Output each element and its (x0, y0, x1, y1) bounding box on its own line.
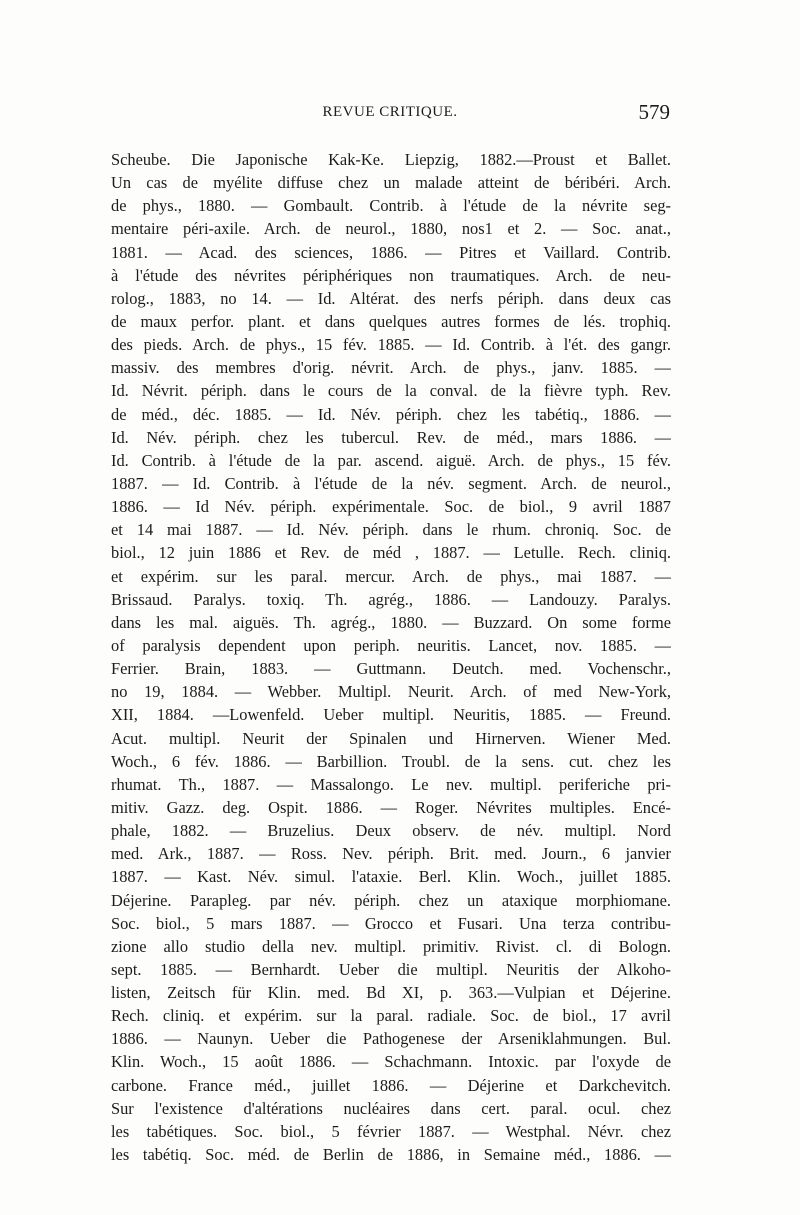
text-line: de maux perfor. plant. et dans quelques autres formes de lés. trophiq. (111, 311, 671, 331)
text-line: XII, 1884. —Lowenfeld. Ueber multipl. Neuritis, 1885. — Freund. (111, 705, 671, 725)
text-line: et 14 mai 1887. — Id. Név. périph. dans le rhum. chroniq. Soc. de (111, 520, 671, 540)
text-line: Scheube. Die Japonische Kak-Ke. Liepzig, 1882.—Proust et Ballet. (111, 150, 671, 169)
text-line: Id. Névrit. périph. dans le cours de la conval. de la fièvre typh. Rev. (111, 381, 671, 401)
text-line: Soc. biol., 5 mars 1887. — Grocco et Fusari. Una terza contribu- (111, 913, 671, 933)
text-line: of paralysis dependent upon periph. neuritis. Lancet, nov. 1885. — (111, 635, 671, 655)
body-text (111, 148, 671, 1166)
text-line: dans les mal. aiguës. Th. agrég., 1880. — Buzzard. On some forme (111, 612, 671, 632)
text-line: rolog., 1883, no 14. — Id. Altérat. des nerfs périph. dans deux cas (111, 288, 671, 308)
text-line: Acut. multipl. Neurit der Spinalen und Hirnerven. Wiener Med. (111, 728, 671, 748)
text-line: Sur l'existence d'altérations nucléaires dans cert. paral. ocul. chez (111, 1098, 671, 1118)
text-line: Id. Contrib. à l'étude de la par. ascend. aiguë. Arch. de phys., 15 fév. (111, 450, 671, 470)
text-line: mentaire péri-axile. Arch. de neurol., 1880, nos1 et 2. — Soc. anat., (111, 219, 671, 239)
text-line: les tabétiq. Soc. méd. de Berlin de 1886, in Semaine méd., 1886. — (111, 1145, 671, 1165)
text-line: Id. Név. périph. chez les tubercul. Rev. de méd., mars 1886. — (111, 427, 671, 447)
text-line: 1887. — Kast. Név. simul. l'ataxie. Berl. Klin. Woch., juillet 1885. (111, 867, 671, 887)
text-line: sept. 1885. — Bernhardt. Ueber die multipl. Neuritis der Alkoho- (111, 959, 671, 979)
text-line: 1881. — Acad. des sciences, 1886. — Pitres et Vaillard. Contrib. (111, 242, 671, 262)
text-line: de phys., 1880. — Gombault. Contrib. à l'étude de la névrite seg- (111, 196, 671, 216)
text-line: Déjerine. Parapleg. par név. périph. chez un ataxique morphiomane. (111, 890, 671, 910)
text-line: Un cas de myélite diffuse chez un malade atteint de béribéri. Arch. (111, 173, 671, 193)
text-line: no 19, 1884. — Webber. Multipl. Neurit. Arch. of med New-York, (111, 682, 671, 702)
text-line: Klin. Woch., 15 août 1886. — Schachmann. Intoxic. par l'oxyde de (111, 1052, 671, 1072)
text-line: biol., 12 juin 1886 et Rev. de méd , 1887. — Letulle. Rech. cliniq. (111, 543, 671, 563)
text-line: des pieds. Arch. de phys., 15 fév. 1885. — Id. Contrib. à l'ét. des gangr. (111, 335, 671, 355)
text-line: 1886. — Naunyn. Ueber die Pathogenese der Arseniklahmungen. Bul. (111, 1029, 671, 1049)
text-line: listen, Zeitsch für Klin. med. Bd XI, p. 363.—Vulpian et Déjerine. (111, 983, 671, 1003)
running-header (110, 100, 670, 130)
text-line: les tabétiques. Soc. biol., 5 février 1887. — Westphal. Névr. chez (111, 1121, 671, 1141)
text-line: zione allo studio della nev. multipl. primitiv. Rivist. cl. di Bologn. (111, 936, 671, 956)
page-number: 579 (638, 100, 670, 124)
text-line: Rech. cliniq. et expérim. sur la paral. radiale. Soc. de biol., 17 avril (111, 1006, 671, 1026)
text-line: Ferrier. Brain, 1883. — Guttmann. Deutch. med. Vochenschr., (111, 659, 671, 679)
text-line: 1886. — Id Név. périph. expérimentale. Soc. de biol., 9 avril 1887 (111, 497, 671, 517)
text-line: à l'étude des névrites périphériques non traumatiques. Arch. de neu- (111, 265, 671, 285)
text-line: de méd., déc. 1885. — Id. Név. périph. chez les tabétiq., 1886. — (111, 404, 671, 424)
text-line: Brissaud. Paralys. toxiq. Th. agrég., 1886. — Landouzy. Paralys. (111, 589, 671, 609)
text-line: rhumat. Th., 1887. — Massalongo. Le nev. multipl. periferiche pri- (111, 774, 671, 794)
running-title: REVUE CRITIQUE. (322, 104, 458, 120)
text-line: phale, 1882. — Bruzelius. Deux observ. de név. multipl. Nord (111, 821, 671, 841)
text-line: et expérim. sur les paral. mercur. Arch. de phys., mai 1887. — (111, 566, 671, 586)
text-line: Woch., 6 fév. 1886. — Barbillion. Troubl. de la sens. cut. chez les (111, 751, 671, 771)
text-line: mitiv. Gazz. deg. Ospit. 1886. — Roger. Névrites multiples. Encé- (111, 797, 671, 817)
text-line: med. Ark., 1887. — Ross. Nev. périph. Brit. med. Journ., 6 janvier (111, 844, 671, 864)
text-line: massiv. des membres d'orig. névrit. Arch. de phys., janv. 1885. — (111, 358, 671, 378)
text-line: 1887. — Id. Contrib. à l'étude de la név. segment. Arch. de neurol., (111, 473, 671, 493)
text-line: carbone. France méd., juillet 1886. — Déjerine et Darkchevitch. (111, 1075, 671, 1095)
